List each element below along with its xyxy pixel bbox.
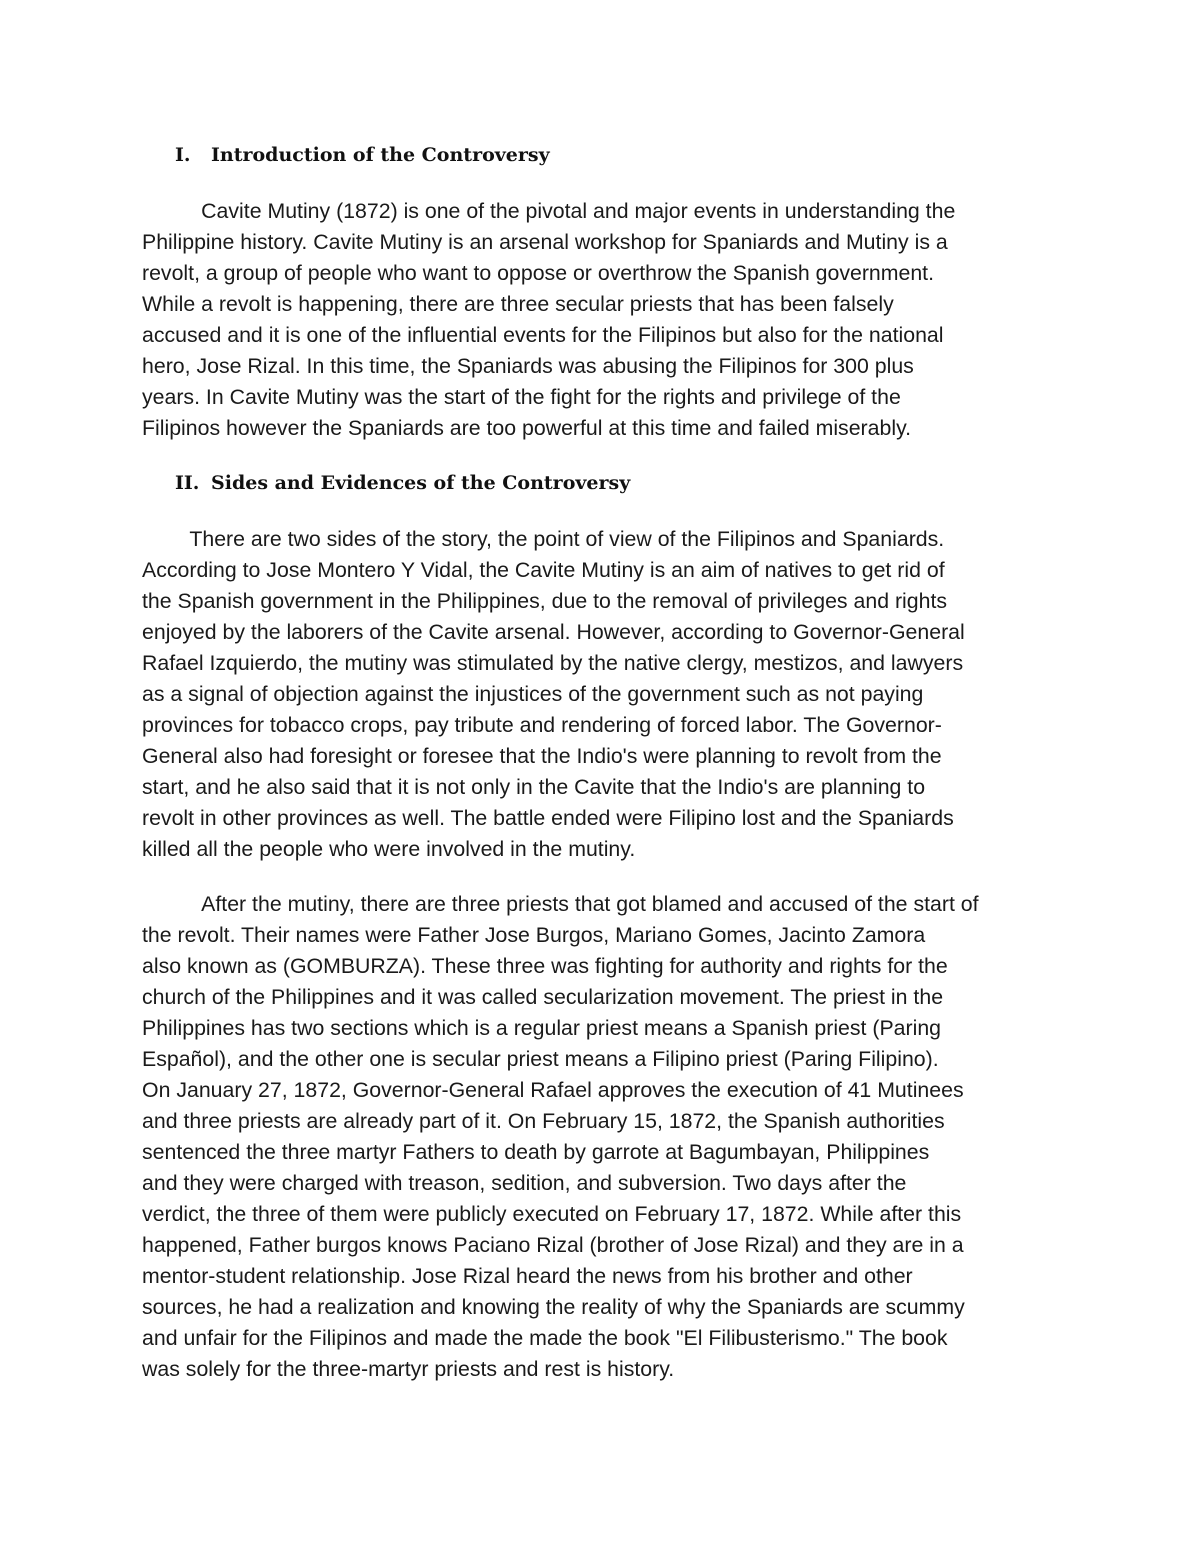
text-line: Filipinos however the Spaniards are too powerful at this time and failed miserably. <box>142 416 912 440</box>
text-line: provinces for tobacco crops, pay tribute and rendering of forced labor. The Governor- <box>142 713 942 737</box>
text-line: start, and he also said that it is not only in the Cavite that the Indio's are planning to <box>142 775 926 799</box>
text-line: verdict, the three of them were publicly executed on February 17, 1872. While after this <box>142 1202 962 1226</box>
text-line: While a revolt is happening, there are three secular priests that has been falsely <box>142 292 894 316</box>
text-line: happened, Father burgos knows Paciano Rizal (brother of Jose Rizal) and they are in a <box>142 1233 964 1257</box>
text-line: the revolt. Their names were Father Jose Burgos, Mariano Gomes, Jacinto Zamora <box>142 923 926 947</box>
text-line: hero, Jose Rizal. In this time, the Spaniards was abusing the Filipinos for 300 plus <box>142 354 914 378</box>
text-line: was solely for the three-martyr priests and rest is history. <box>142 1357 675 1381</box>
text-line: General also had foresight or foresee that the Indio's were planning to revolt from the <box>142 744 942 768</box>
text-line: killed all the people who were involved in the mutiny. <box>142 837 636 861</box>
text-line: also known as (GOMBURZA). These three was fighting for authority and rights for the <box>142 954 948 978</box>
text-line: revolt, a group of people who want to oppose or overthrow the Spanish government. <box>142 261 935 285</box>
introduction-paragraph <box>142 196 1052 444</box>
section-heading-sides-evidences <box>175 472 630 494</box>
text-line: enjoyed by the laborers of the Cavite arsenal. However, according to Governor-General <box>142 620 965 644</box>
text-line: Español), and the other one is secular priest means a Filipino priest (Paring Filipino). <box>142 1047 939 1071</box>
text-line: On January 27, 1872, Governor-General Rafael approves the execution of 41 Mutinees <box>142 1078 964 1102</box>
section-number: I. <box>175 144 191 166</box>
text-line: years. In Cavite Mutiny was the start of the fight for the rights and privilege of the <box>142 385 901 409</box>
text-line: Philippines has two sections which is a regular priest means a Spanish priest (Paring <box>142 1016 942 1040</box>
section-title: Sides and Evidences of the Controversy <box>211 472 631 494</box>
text-line: sentenced the three martyr Fathers to death by garrote at Bagumbayan, Philippines <box>142 1140 930 1164</box>
text-line: church of the Philippines and it was called secularization movement. The priest in the <box>142 985 944 1009</box>
text-line: According to Jose Montero Y Vidal, the Cavite Mutiny is an aim of natives to get rid of <box>142 558 945 582</box>
text-line: and three priests are already part of it. On February 15, 1872, the Spanish authorities <box>142 1109 945 1133</box>
text-line: Philippine history. Cavite Mutiny is an arsenal workshop for Spaniards and Mutiny is a <box>142 230 948 254</box>
text-line: Rafael Izquierdo, the mutiny was stimulated by the native clergy, mestizos, and lawyers <box>142 651 964 675</box>
text-line: mentor-student relationship. Jose Rizal heard the news from his brother and other <box>142 1264 913 1288</box>
text-line: the Spanish government in the Philippines, due to the removal of privileges and rights <box>142 589 948 613</box>
after-mutiny-paragraph <box>142 889 1052 1385</box>
text-line: accused and it is one of the influential events for the Filipinos but also for the national <box>142 323 944 347</box>
section-title: Introduction of the Controversy <box>211 144 550 166</box>
text-line: revolt in other provinces as well. The battle ended were Filipino lost and the Spaniards <box>142 806 954 830</box>
text-line: as a signal of objection against the injustices of the government such as not paying <box>142 682 924 706</box>
text-line: and unfair for the Filipinos and made the made the book "El Filibusterismo." The book <box>142 1326 948 1350</box>
text-line: There are two sides of the story, the point of view of the Filipinos and Spaniards. <box>142 527 945 551</box>
section-number: II. <box>175 472 200 494</box>
section-heading-introduction <box>175 144 550 166</box>
text-line: After the mutiny, there are three priests that got blamed and accused of the start of <box>142 892 979 916</box>
text-line: sources, he had a realization and knowing the reality of why the Spaniards are scummy <box>142 1295 965 1319</box>
sides-paragraph <box>142 524 1052 865</box>
text-line: Cavite Mutiny (1872) is one of the pivotal and major events in understanding the <box>142 199 956 223</box>
text-line: and they were charged with treason, sedition, and subversion. Two days after the <box>142 1171 907 1195</box>
